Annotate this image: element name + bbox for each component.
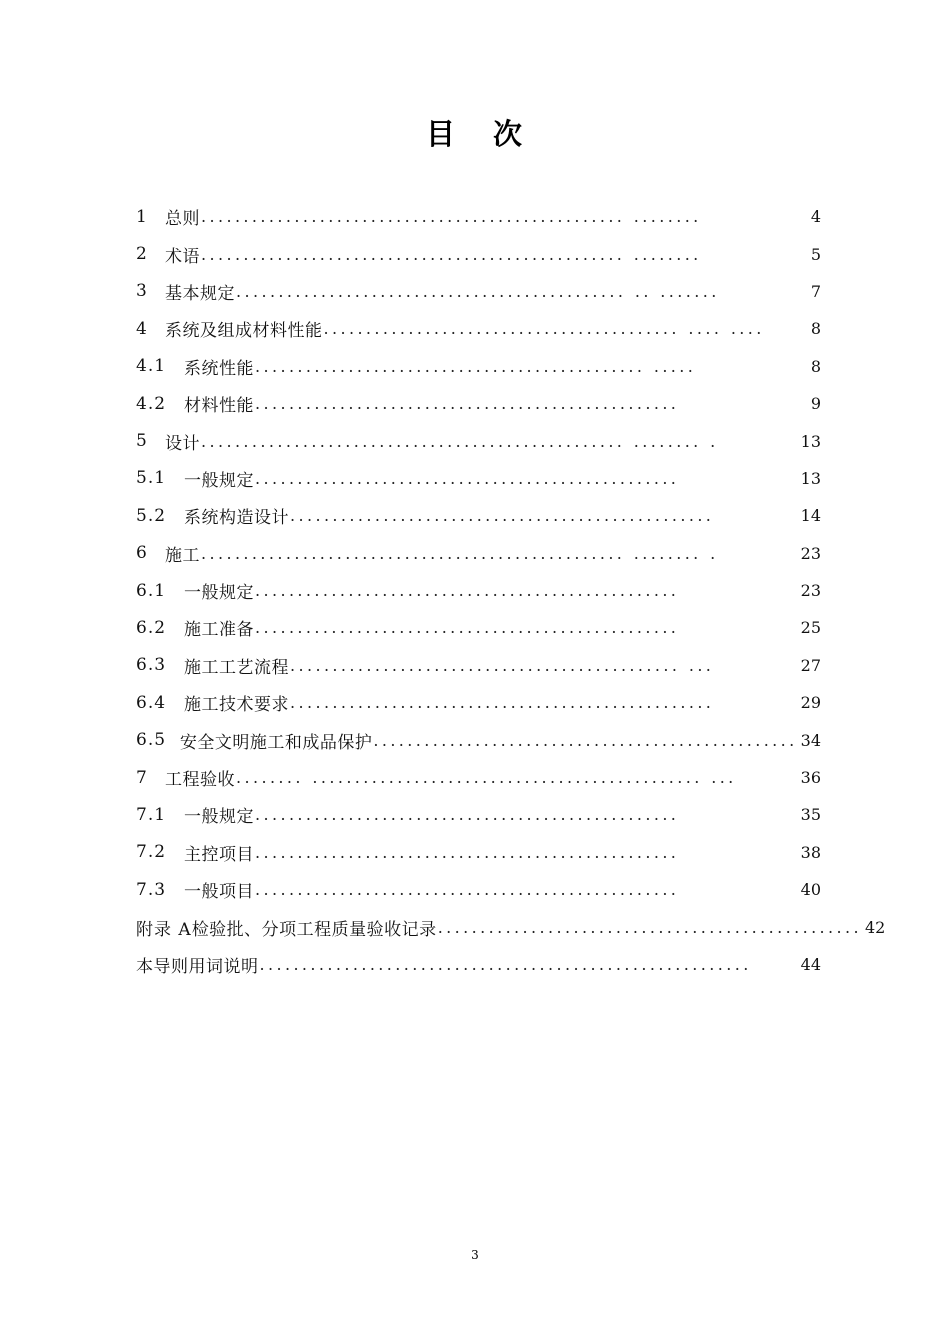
toc-leader-dots: .................................................. [255,880,680,900]
toc-entry-number: 5 [136,431,148,452]
toc-entry-label: 材料性能 [184,396,254,417]
toc-entry-label: 施工 [165,545,200,566]
toc-leader-dots: .......................................................... [259,955,752,974]
toc-entry-label: 主控项目 [184,844,254,865]
toc-entry-label: 施工准备 [184,620,254,641]
toc-leader-dots: .............................................. ..... [255,356,697,376]
toc-entry [136,310,821,347]
toc-entry [136,235,821,272]
toc-entry-label: 安全文明施工和成品保护 [179,732,373,753]
toc-leader-dots: .................................................. [255,394,680,414]
toc-entry-page: 35 [800,805,821,825]
toc-leader-dots: .................................................. [255,618,680,638]
toc-entry-page: 5 [810,244,821,264]
toc-entry-page: 23 [800,581,821,601]
toc-entry-page: 40 [800,880,821,900]
toc-leader-dots: .................................................. [290,506,715,526]
toc-entry-page: 8 [810,356,821,376]
toc-entry [136,834,821,871]
toc-entry-page: 25 [800,618,821,638]
toc-entry-number: 3 [136,281,148,302]
toc-entry [136,609,821,646]
toc-entry-label: 系统及组成材料性能 [165,321,323,342]
toc-leader-dots: .................................................. [437,917,862,937]
toc-entry [136,497,821,534]
toc-entry-number: 7.1 [136,804,167,825]
toc-leader-dots: .................................................. ........ . [201,431,719,451]
toc-entry-label: 总则 [165,209,200,230]
toc-entry [136,535,821,572]
toc-entry-page: 13 [800,468,821,488]
toc-entry-label: 工程验收 [165,770,235,791]
toc-entry-label: 系统性能 [184,358,254,379]
toc-entry-page: 13 [800,431,821,451]
table-of-contents [136,198,886,983]
toc-entry-number: 7 [136,767,148,788]
toc-entry-number: 2 [136,244,148,265]
toc-entry [136,796,821,833]
toc-entry-label: 系统构造设计 [184,508,289,529]
toc-entry [136,647,821,684]
toc-leader-dots: .................................................. ........ . [201,543,719,563]
toc-leader-dots: .............................................. .. ....... [236,281,720,301]
toc-leader-dots: ........ .............................................. ... [236,768,737,788]
toc-entry-number: 4 [136,318,148,339]
toc-entry [136,759,821,796]
toc-entry-page: 23 [800,543,821,563]
toc-entry-number: 6.4 [136,692,167,713]
toc-entry-number: 5.1 [136,468,167,489]
toc-entry [136,908,886,945]
toc-entry [136,385,821,422]
toc-entry-page: 34 [800,730,821,750]
toc-entry-label: 施工技术要求 [184,695,289,716]
page-number: 3 [471,1248,479,1262]
toc-entry [136,422,821,459]
toc-entry-page: 8 [810,319,821,339]
toc-entry-number: 7.3 [136,879,167,900]
toc-entry [136,871,821,908]
toc-entry [136,572,821,609]
toc-leader-dots: .................................................. [373,730,798,750]
title-char-1: 目 [425,117,457,151]
toc-leader-dots: .................................................. ........ [201,244,702,264]
title-char-2: 次 [493,117,525,151]
toc-entry-label: 设计 [165,433,200,454]
toc-leader-dots: .................................................. [255,468,680,488]
page-title [0,112,950,153]
toc-entry [136,348,821,385]
toc-entry-page: 9 [810,394,821,414]
toc-entry-number: 附录 A [136,919,192,940]
toc-entry-label: 一般规定 [184,583,254,604]
toc-entry-page: 14 [800,506,821,526]
toc-entry-label: 术语 [165,246,200,267]
toc-entry-number: 6.3 [136,655,167,676]
toc-entry [136,198,821,235]
toc-entry-page: 38 [800,842,821,862]
toc-entry-page: 42 [864,917,886,937]
toc-entry-label: 基本规定 [165,283,235,304]
toc-entry-page: 27 [800,655,821,675]
toc-entry-number: 6.1 [136,580,167,601]
toc-entry-page: 36 [800,768,821,788]
toc-entry-label: 本导则用词说明 [136,957,259,977]
toc-entry-page: 7 [810,281,821,301]
toc-entry-number: 6.2 [136,617,167,638]
toc-entry-number: 4.2 [136,393,167,414]
toc-entry-label: 施工工艺流程 [184,657,289,678]
toc-entry [136,273,821,310]
toc-entry-number: 7.2 [136,842,167,863]
toc-entry [136,946,821,983]
toc-entry-page: 4 [810,207,821,227]
toc-leader-dots: .................................................. [255,805,680,825]
toc-entry-number: 6 [136,543,148,564]
toc-leader-dots: .................................................. [290,693,715,713]
toc-entry-number: 1 [136,206,148,227]
toc-entry-page: 29 [800,693,821,713]
toc-leader-dots: .............................................. ... [290,655,715,675]
toc-entry-number: 6.5 [136,730,167,751]
toc-entry-label: 一般规定 [184,807,254,828]
toc-leader-dots: .................................................. [255,842,680,862]
toc-entry-page: 44 [800,955,821,974]
toc-entry-label: 一般项目 [184,882,254,903]
toc-entry [136,460,821,497]
toc-leader-dots: .......................................... .... .... [323,319,765,339]
toc-entry-number: 5.2 [136,505,167,526]
toc-entry [136,721,821,758]
toc-leader-dots: .................................................. [255,581,680,601]
toc-entry-label: 一般规定 [184,470,254,491]
toc-entry [136,684,821,721]
toc-leader-dots: .................................................. ........ [201,207,702,227]
toc-entry-label: 检验批、分项工程质量验收记录 [191,919,437,940]
toc-entry-number: 4.1 [136,356,167,377]
